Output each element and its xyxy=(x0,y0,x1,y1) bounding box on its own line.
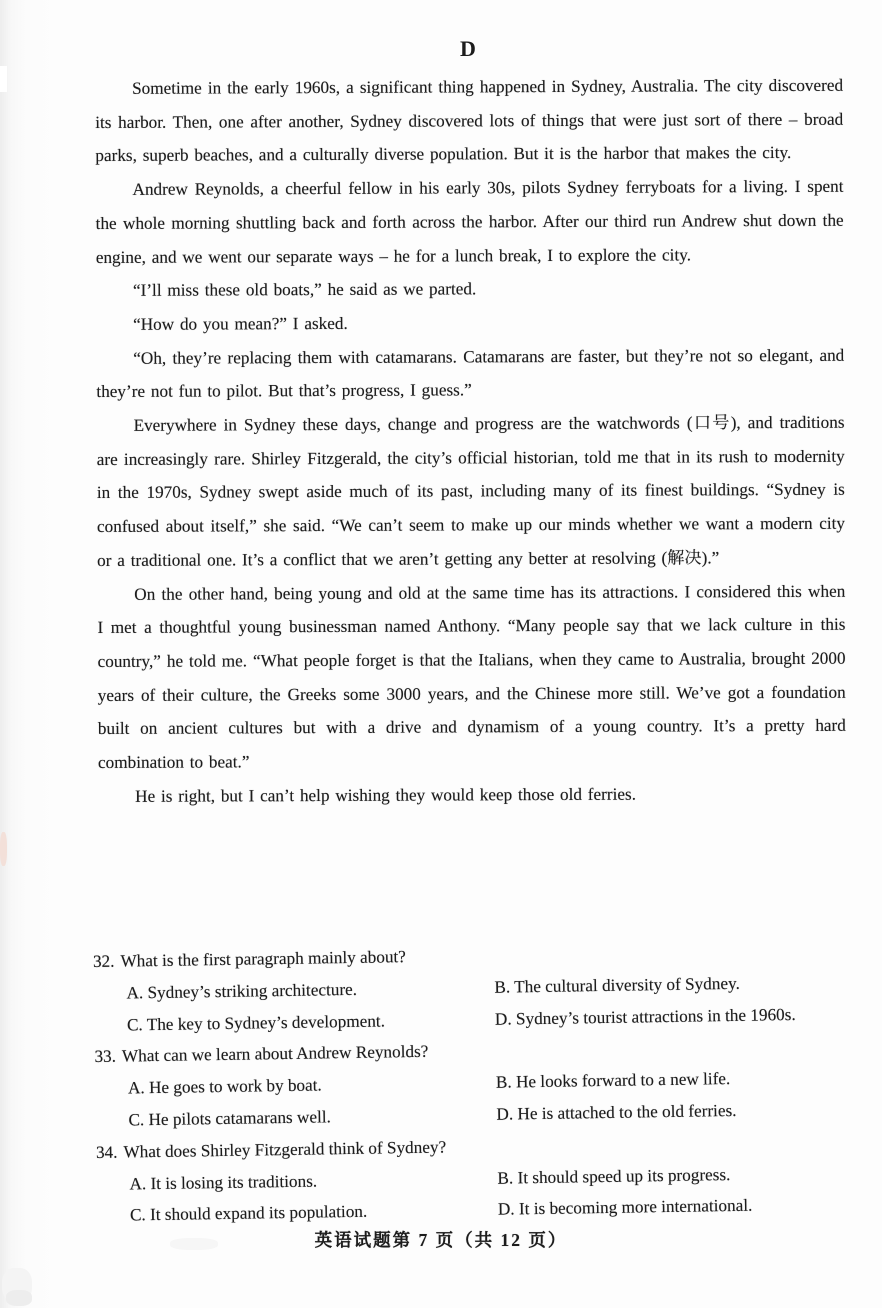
question-stem: What can we learn about Andrew Reynolds? xyxy=(121,1042,429,1066)
question-stem: What is the first paragraph mainly about? xyxy=(120,947,407,971)
option-33-a: A. He goes to work by boat. xyxy=(127,1075,322,1098)
reading-passage xyxy=(95,69,846,814)
question-number: 32. xyxy=(92,951,115,972)
option-34-d: D. It is becoming more international. xyxy=(497,1196,753,1220)
option-33-d: D. He is attached to the old ferries. xyxy=(496,1100,737,1124)
passage-paragraph: Sometime in the early 1960s, a significant thing happened in Sydney, Australia. The city discovered its harbor. Then, one after another, Sydney discovered lots of things that were just sort of there – broad parks, superb beaches, and a culturally diverse population. But it is the harbor that makes the city. xyxy=(95,75,844,166)
passage-paragraph: On the other hand, being young and old at the same time has its attractions. I considered this when I met a thoughtful young businessman named Anthony. “Many people say that we lack culture in this country,” he told me. “What people forget is that the Italians, when they came to Australia, brought 2000 years of their culture, the Greeks some 3000 years, and the Chinese more still. We’ve got a foundation built on ancient cultures but with a drive and dynamism of a young country. It’s a pretty hard combination to beat.” xyxy=(97,581,846,773)
options-grid xyxy=(95,1061,858,1137)
option-32-b: B. The cultural diversity of Sydney. xyxy=(494,973,740,997)
question-32 xyxy=(93,934,856,1041)
option-32-c: C. The key to Sydney’s development. xyxy=(126,1011,386,1035)
section-label: D xyxy=(460,36,477,61)
scan-smudge xyxy=(6,1290,32,1306)
question-number: 33. xyxy=(94,1047,117,1067)
question-34 xyxy=(96,1125,859,1232)
option-32-d: D. Sydney’s tourist attractions in the 1960s. xyxy=(494,1004,796,1029)
questions-section xyxy=(93,934,859,1232)
passage-paragraph: Everywhere in Sydney these days, change and progress are the watchwords (口号), and traditions are increasingly rare. Shirley Fitzgerald, the city’s official historian, told me that in its rush to modernity in the 1970s, Sydney swept aside much of its past, including many of its finest buildings. “Sydney is confused about itself,” she said. “We can’t seem to make up our minds whether we want a modern city or a traditional one. It’s a conflict that we aren’t getting any better at resolving (解决).” xyxy=(96,412,846,570)
options-grid xyxy=(96,1157,859,1233)
scan-edge-artifact xyxy=(0,66,7,92)
option-34-b: B. It should speed up its progress. xyxy=(497,1164,731,1188)
option-34-a: A. It is losing its traditions. xyxy=(129,1171,318,1194)
option-32-a: A. Sydney’s striking architecture. xyxy=(126,979,358,1003)
option-34-c: C. It should expand its population. xyxy=(129,1202,368,1225)
page-footer: 英语试题第 7 页（共 12 页） xyxy=(314,1230,568,1250)
passage-paragraph: Andrew Reynolds, a cheerful fellow in his early 30s, pilots Sydney ferryboats for a living. I spent the whole morning shuttling back and forth across the harbor. After our third run Andrew shut down the engine, and we went our separate ways – he for a lunch break, I to explore the city. xyxy=(95,176,844,267)
passage-paragraph: He is right, but I can’t help wishing they would keep those old ferries. xyxy=(135,784,637,806)
question-33 xyxy=(94,1029,857,1136)
passage-paragraph: “How do you mean?” I asked. xyxy=(133,313,348,334)
scan-smudge xyxy=(0,832,7,866)
question-stem: What does Shirley Fitzgerald think of Sydney? xyxy=(123,1137,447,1162)
option-33-b: B. He looks forward to a new life. xyxy=(495,1069,731,1092)
options-grid xyxy=(93,966,856,1042)
option-33-c: C. He pilots catamarans well. xyxy=(128,1107,331,1130)
question-number: 34. xyxy=(95,1142,118,1162)
passage-paragraph: “Oh, they’re replacing them with catamarans. Catamarans are faster, but they’re not so elegant, and they’re not fun to pilot. But that’s progress, I guess.” xyxy=(96,345,845,402)
passage-paragraph: “I’ll miss these old boats,” he said as we parted. xyxy=(132,279,477,301)
